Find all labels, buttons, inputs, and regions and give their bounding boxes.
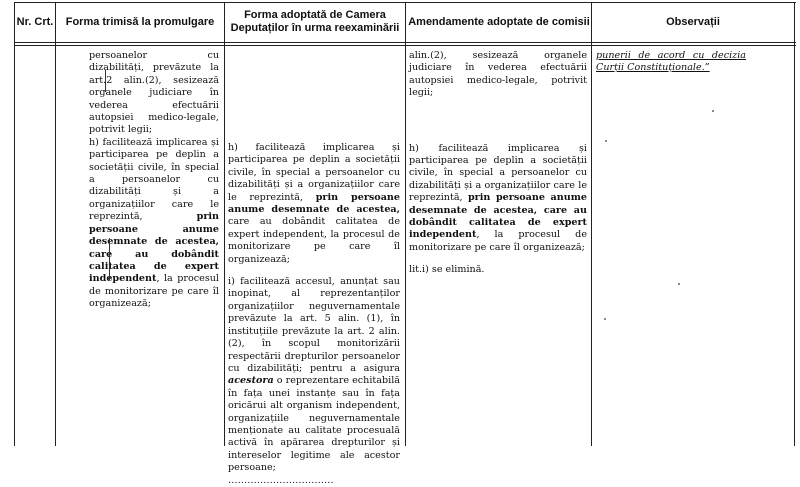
col1-pen-mark-top (105, 70, 106, 92)
col3-paragraph-g: alin.(2), sesizează organele judiciare în vederea efectuării autopsiei medico-legale, potrivit legii; (409, 50, 587, 99)
scan-speck (678, 283, 680, 285)
header-forma-adoptata: Forma adoptată de Camera Deputaților în urma reexaminării (230, 9, 400, 34)
header-bottom-border (14, 42, 796, 43)
header-double-border (14, 45, 796, 46)
header-nr-crt: Nr. Crt. (16, 15, 54, 28)
table-top-border (14, 2, 796, 3)
col2-ellipsis: …………………………… (228, 474, 334, 486)
scan-speck (712, 110, 714, 112)
col3-paragraph-i: lit.i) se elimină. (409, 264, 485, 276)
table-border-left (14, 2, 15, 446)
scan-speck (605, 140, 607, 142)
col2-paragraph-i: i) facilitează accesul, anunțat sau inopinat, al reprezentanților organizațiilor neguvernamentale prevăzute la art. 5 alin. (1), în instituțiile prevăzute la art. 2 alin. (2), în scopul monitorizării respectării drepturilor persoanelor cu dizabilități; pentru a asigura acestora o reprezentare echitabilă în fața unei instanțe sau în fața oricărui alt organism independent, organizațiile neguvernamentale menționate au calitate procesuală activă în apărarea drepturilor și intereselor legitime ale acestor persoane; (228, 276, 400, 474)
header-amendamente: Amendamente adoptate de comisii (408, 15, 590, 28)
header-observatii: Observații (666, 15, 720, 28)
column-divider-1 (55, 2, 56, 446)
col2-paragraph-h: h) facilitează implicarea și participarea pe deplin a societății civile, în special a persoanelor cu dizabilități și a organizațiilor care le reprezintă, prin persoane anume desemnate de acestea, care au dobândit calitatea de expert independent, la procesul de monitorizare pe care îl organizează; (228, 142, 400, 265)
table-border-right (794, 2, 795, 446)
column-divider-4 (591, 2, 592, 446)
column-divider-2 (224, 2, 225, 446)
col3-content (409, 50, 587, 277)
col3-paragraph-h: h) facilitează implicarea și participarea pe deplin a societății civile, în special a persoanelor cu dizabilități și a organizațiilor care le reprezintă, prin persoane anume desemnate de acestea, care au dobândit calitatea de expert independent, la procesul de monitorizare pe care îl organizează; (409, 142, 587, 253)
col1-paragraph-h: h) facilitează implicarea și participarea pe deplin a societății civile, în special a persoanelor cu dizabilități și a organizațiilor care le reprezintă, prin persoane anume desemnate de acestea, care au dobândit calitatea de expert independent, la procesul de monitorizare pe care îl organizează; (89, 136, 219, 310)
col4-content (596, 50, 746, 75)
column-divider-3 (405, 2, 406, 446)
col2-content (228, 142, 400, 487)
col1-pen-mark (109, 238, 110, 280)
observatii-note: punerii de acord cu decizia Curții Constituționale.” (596, 50, 746, 74)
header-forma-trimisa: Forma trimisă la promulgare (65, 15, 215, 28)
col1-paragraph-g: persoanelor cu dizabilități, prevăzute la art.2 alin.(2), sesizează organele judiciare în vederea efectuării autopsiei medico-legale, potrivit legii; (89, 50, 219, 136)
scan-speck (604, 318, 606, 320)
